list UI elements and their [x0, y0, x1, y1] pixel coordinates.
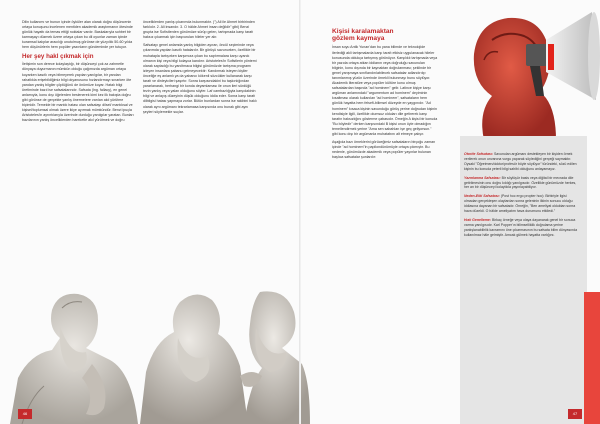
intro-paragraph: Dilin kullanımı ve bunun içinde öyküler alan olarak doğru düşüncenin ortaya konuşunu incelenen mentiden akademik araştırmanın ötesinde günlük hayattı da temas ettiği noktalar vardır. Baskalarıyla sohbet bir karmaşayı düzmek üzere ortaya çıkan bu dil oyunlar zaman içinde kuramsal kalıplar aracılığı unutulmuş görünse de yüzyıllık 50-60 yılda hem düşünürlerin hem popüler yazınların gündeminde yer tutuyor. [22, 20, 133, 50]
fallacy-item [464, 218, 580, 238]
body-paragraph: önceliklerden yanlış çıkarımda bulunmaktır. (") Ali ile Ahmet birbirinden farklıdır. 2. Ali insandır. 3. O hâlde Ahmet insan değildir" gibi) Benzi grupta ise Sofistlerden günümüze sürüp gelen, tartışmada karşı tarafı haksız çıkarmak için başvurulan hileler yer alır. [143, 20, 255, 40]
section-heading: Her şey hakl çıkmak için [22, 52, 94, 60]
body-paragraph: Aşağıda bazı örneklerini görüceğimiz safsataların birçoğu zaman içinde "ad hominem"in papilondünümüyle ortaya çıkmıştır. Bu nedenle, günümüzde akademik veya popüler yayınlar bulunan başlıca safsatalar şunlardır: [332, 140, 436, 160]
fallacy-text: Birkaç örneğe veya olaya dayanarak genel bir sonuca varma yanılgısıdır. Karl Popper'ın bilimselliklik doğrulama yerine yanlışlanabilirlik kavramını öne çıkarmasının bu safsata bilim dünyasında kullanılmaz hâle gelmiştir. Amcak gülmek hayatta varlığını. [464, 217, 578, 237]
left-column-2 [143, 20, 259, 118]
fallacy-item [464, 152, 580, 172]
page-gutter [299, 0, 301, 424]
fallacy-term: Yazmlanma Safsatası: [464, 175, 501, 180]
body-paragraph: Safsatayı genel anlamda yanlış bilgiden ayıran, öncül seçiminde veya çıkarımda yapılan kasıtlı hatalardır. Bir görüşü savunurken, özellikle bir muhatapla tartışırken karşımıza çıkan bu saptırmalara karşı uyanık olmanın kişi veya bilgi kolayca kandırır. Aristoteles'in Sofistlerin yöntemi olarak saptadığı bu yanıltmaca bilgisi günümüzde tartışma programı izleyen insanlara şabanu gelmeyecektir: Kandırmak isteyen kişiler önceliğe eş anlamlı ya da yabancı kökenli sözcükler kullanarak karşı tarafı ve dinleyicileri şaşırtır. Sonra karşısındakini bu taşkınlığından yararlanarak, herhangi bir konda deyamlaması ile onun ileri sürdüğü tezin yanlış veya yalan olduğunu söyler. Laf cambazlığıyla karşıdakinin bilgi ve anlayış düzeyinin düşük olduğunu iddia eder. Sonra karşı tarafı dilbilgisi hatası yapmaya zorlar. Bütün bunlardan sonra ise rakibini haklı olarak aynı argümanı tekrarlamasa karşısında onu bunak gibi aynı şeyleri söylemekle suçlar. [143, 43, 257, 114]
fallacy-list [464, 152, 580, 242]
page-number: 47 [568, 409, 582, 419]
fallacy-item [464, 176, 580, 191]
right-page-heading: Kişisi karalamaktan gözlem kaymaya [332, 28, 394, 43]
fallacy-text: Bir söylüşür basis veya diğital bir mecrada dile getirilmesinin onu doğru kıldığı yanılgısıdır. Özellikle günümüzde herkes, her an bir düşünceyi kolaylıkla yayınlayabiliyor. [464, 175, 577, 190]
body-paragraph: İnsan soyu Antik Yunan'dan bu yana bilimde ve teknolojide ilerlediği akli tartışmalarda karşı tarafı etkisiz uygulanacak hileler konusunda oldukça tartışmış görünüyor. Karşılıklı tartışmada veya bir yazıda ortaya atılan iddianın veya doğruluğu savunulan bilginin, konu dışında bir kaynaktan doğrulanması; şeklinde bir genel yarışmaya sınıflandırılabilecek safsatalar adlandırılıp tanımlanmış yüzün üzerinde örnekli bulunmayı bunu söylüyor. Akademik literatüre veya popüler kültüre konu olmuş safsatalardan başında "ad hominem" gelir. Latince kişiye karşı argüman anlamındaki "argumentum ad hominem" deyiminin kısaltması olarak kullanılan "ad hominem", safsataların hem günlük hayatta hem felsefi-bilimsel düzeyde en yaygınıdır. "Ad hominem" kısaca kişinin savunduğu görüş yerine doğrudan kişinin kendisiyle ilgili, özellikle olumsuz olduları dile getirerek karşı tarafın haksızlığını gösterme çabasıdır. Örneğin A kişisi bir konuda "Bu böyledir" derken karşısındaki B kişisi onun öyle olmadığını temellendirmek yerine "Ama sen sabahları işe geç geliyorsun." gibi konu dışı bir argümanla muhatabını alt etmeye çalışır. [332, 45, 438, 136]
debating-statues-image [140, 272, 310, 424]
left-column-1 [22, 20, 135, 126]
philosopher-statue-image [0, 268, 150, 424]
fallacy-item [464, 194, 580, 214]
fallacy-term: Otorite Safsatası: [464, 152, 493, 156]
fallacy-text: (Post hoc ergo propter hoc): Birbiriyle ilgisi olmadan gerçekleşen olaylardan sonra geleninin ilkinin sonucu olduğu iddiasına dayanan bir safsatadır. Örneğin, "Ben ameliyat olduktan sonra hava düzeldi. O hâlde ameliyatım hava durumunu etkiledi." [464, 194, 576, 214]
fallacy-term: Neden-Etki Safsatası: [464, 194, 500, 199]
accent-bar [584, 292, 600, 424]
megaphone-man-image [444, 0, 600, 140]
body-paragraph: İletişimin son derece kolaylaştığı, bir düşünceyi çok az zahmetle dünyaya duyurmanın mümkün olduğu çağımızda argüman ortaya koyarken kasıtlı veya bilmeyerek yapılan yanılgılar, bir yandan rahatlıkla erişebildiğimiz bilgi okyanusunu hızlandırmayı sınarken öte yandan yanlış bilgiler çöplüğünü de önümüze koyar. Hatalı bilgi üretiminde bazıl ise safsatalarındır. Safsata (Ing. fallacy), en genel anlamıyla, konu dışı öğelerden beslenerek kimi kez ilk bakışta doğru gibi görünse de gerçekte yanlış önermelere varılan akıl yürütme biçimidir. Temelde bir mantık hatası olan safsatayı dilsel/ mantıksal ve kişisel/toplumsal olmak üzere ikiye ayırmak mümkündür. Benzi ipuçla Aristoteles'in ayrıntılarıyla üzerinde durduğu yanılgılar yaratan. Bunları bazılarının yanlış önceliklerden hareketle akıl yürütmek ve doğru [22, 62, 134, 123]
fallacy-term: Hızlı Genelleme: [464, 217, 492, 222]
right-column [332, 28, 438, 163]
page-number: 46 [18, 409, 32, 419]
fallacy-text: Savunulan argümanı destekleyen bir kişiden örnek verilerek onun unvanına vurgu yaparak söylediğini gerçeği saymaktır. Oysaki "Öğretmen/doktor/profesör böyle söylüyor" türündeki, sözü edilen kişinin bu konuda yeterli bilgi sahibi olduğunu anlayamayız. [464, 152, 577, 171]
